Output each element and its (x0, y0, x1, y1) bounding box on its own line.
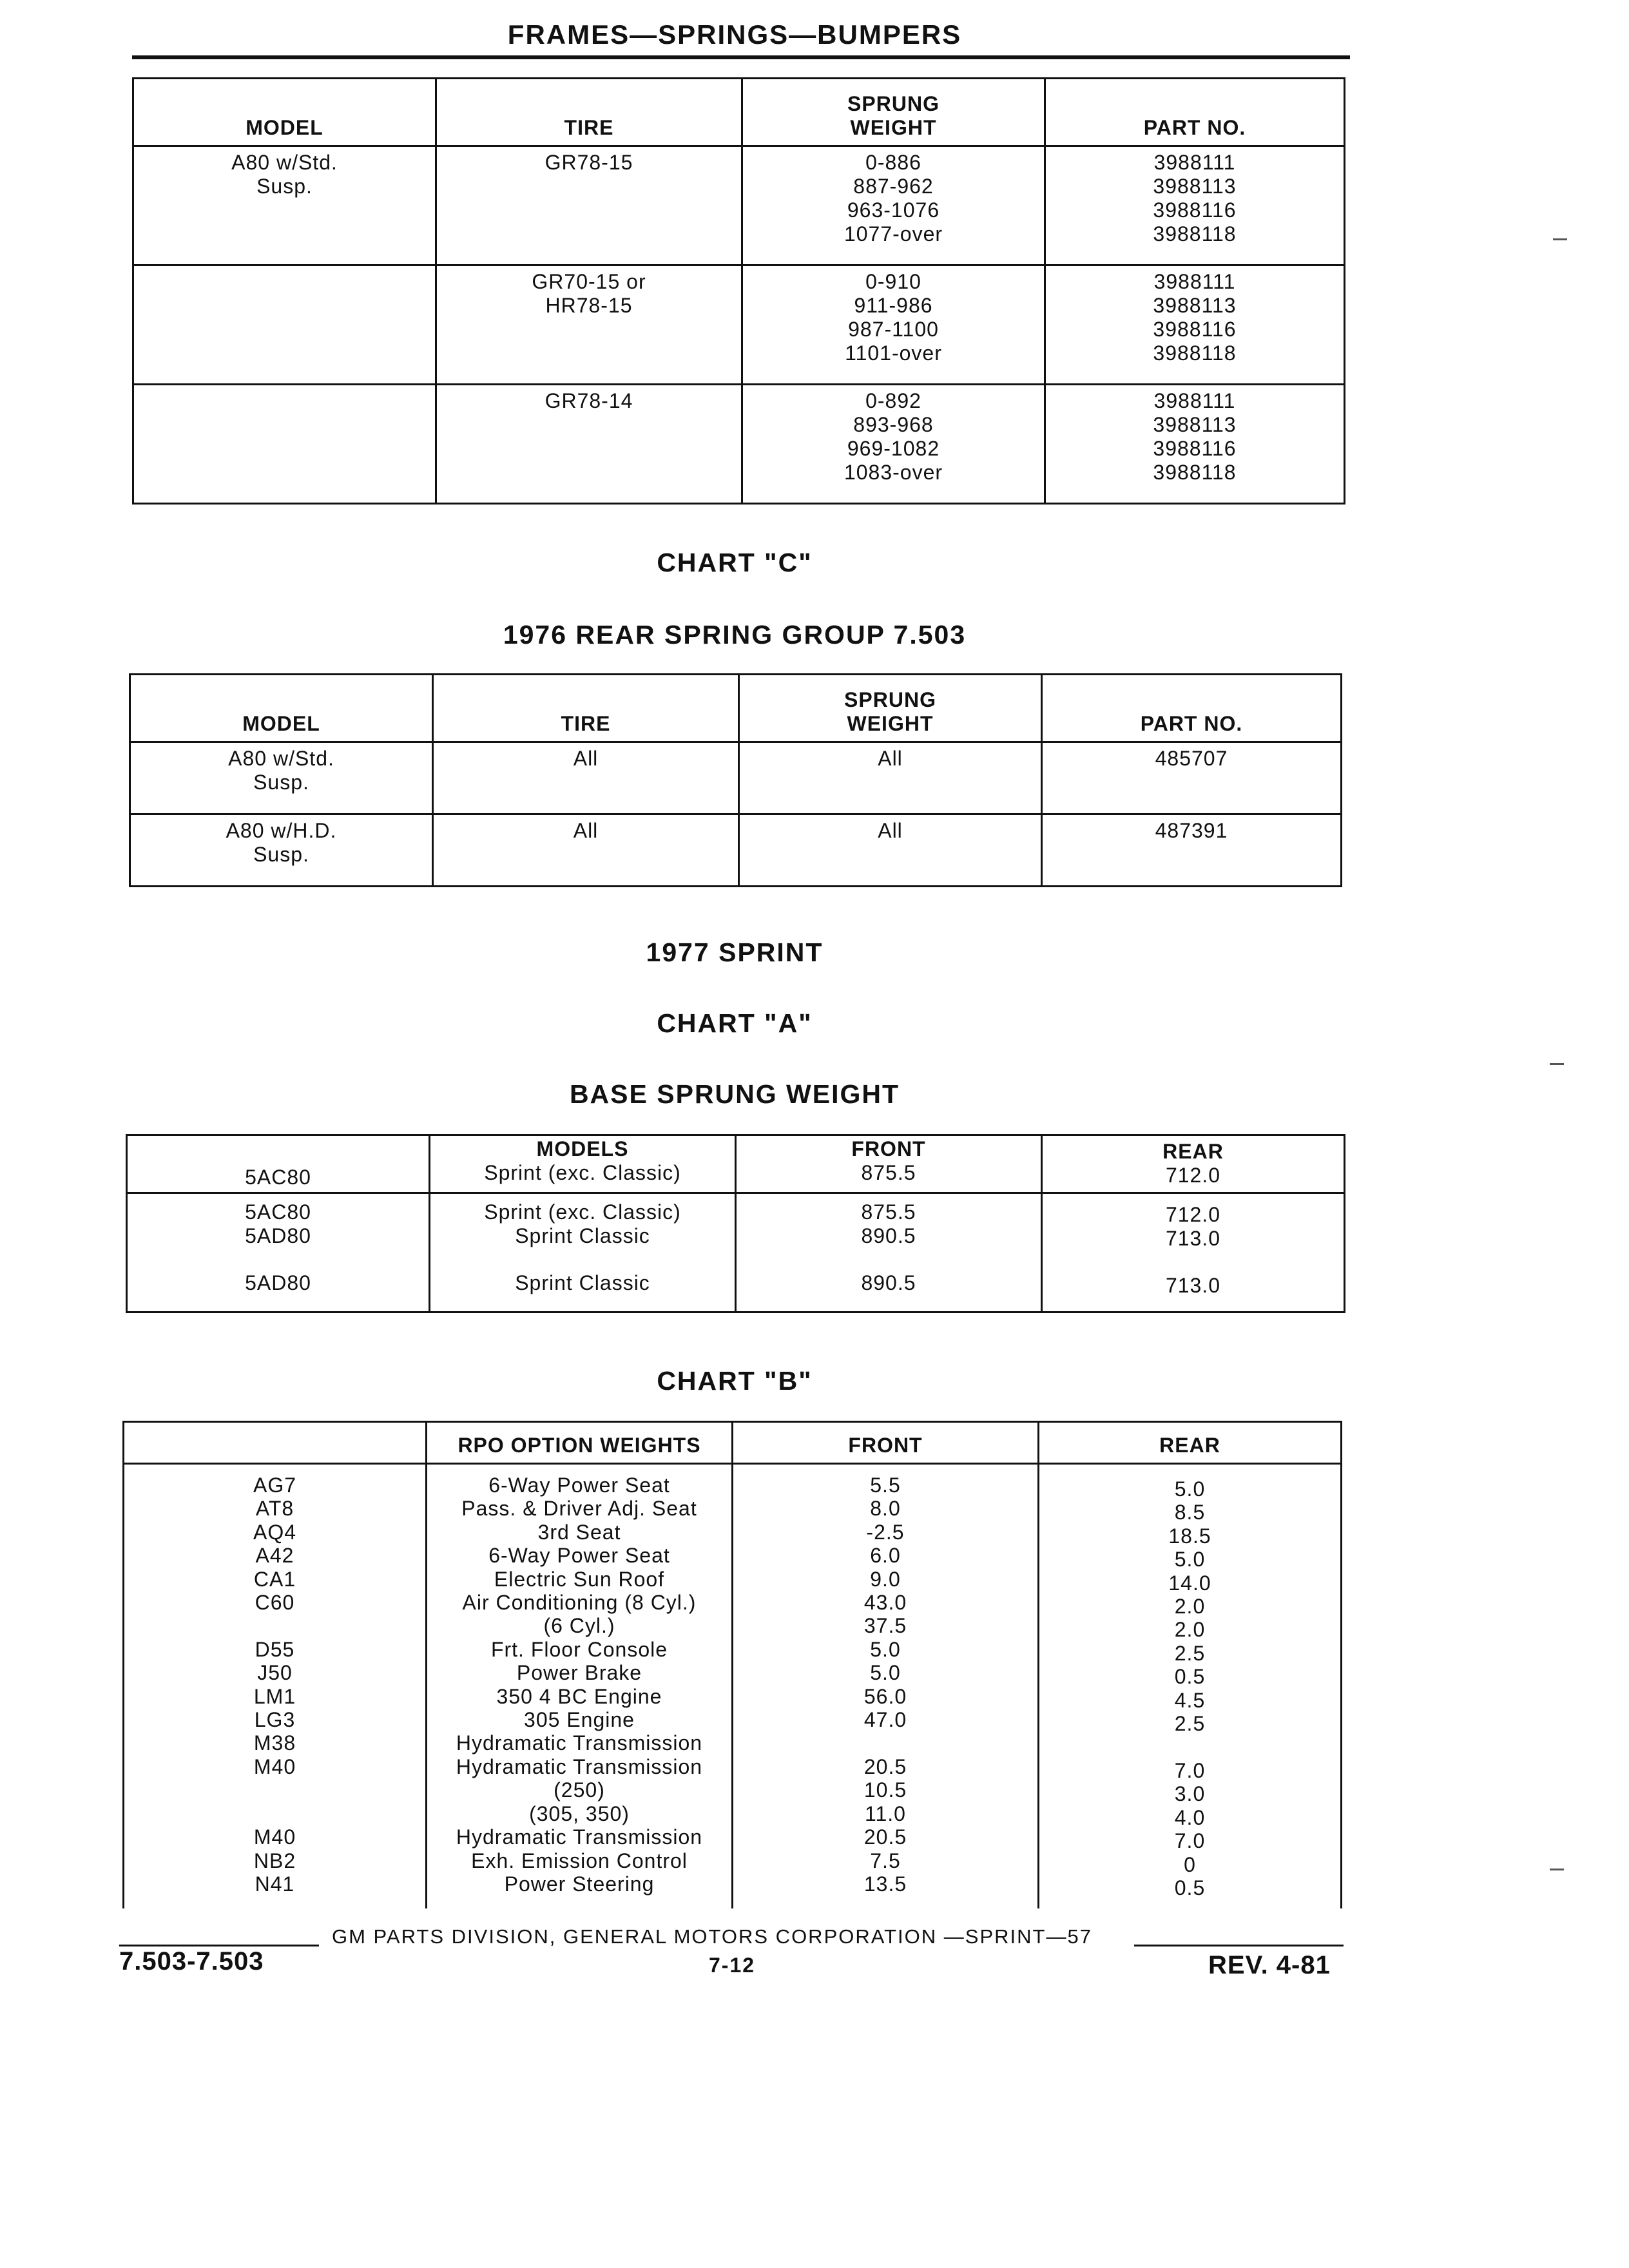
header-model: MODEL (130, 675, 433, 742)
footer-revision: REV. 4-81 (1208, 1951, 1331, 1979)
rpo-options-cell: 6-Way Power Seat Pass. & Driver Adj. Seat 3rd Seat 6-Way Power Seat Electric Sun Roof Air Conditioning (8 Cyl.) (6 Cyl.) Frt. Floor Console Power Brake 350 4 BC Engine 305 Engine Hydramatic Transmission Hydramatic Transmission (250) (305, 350) Hydramatic Transmission Exh. Emission Control Power Steering (427, 1464, 733, 1908)
part-cell: 485707 (1042, 742, 1342, 814)
title-rule (132, 55, 1350, 59)
tire-cell: GR70-15 or HR78-15 (436, 265, 742, 385)
front-spring-table (132, 77, 1345, 505)
header-front: FRONT (733, 1422, 1039, 1464)
header-part-no: PART NO. (1045, 79, 1345, 146)
header-part-no: PART NO. (1042, 675, 1342, 742)
tire-cell: GR78-15 (436, 146, 742, 265)
models-cell: Sprint Classic (430, 1267, 736, 1312)
rear-value: 712.0 (1165, 1164, 1221, 1187)
header-sprung-weight (739, 675, 1042, 742)
model-cell: A80 w/H.D. Susp. (130, 814, 433, 887)
table-header-row (130, 675, 1342, 742)
rear-cell: 713.0 (1042, 1267, 1345, 1312)
tire-cell: All (433, 742, 739, 814)
table-row (133, 146, 1345, 265)
chart-a-row (127, 1135, 1345, 1193)
table-row (130, 742, 1342, 814)
front-cell: 875.5 890.5 (736, 1193, 1042, 1267)
header-model: MODEL (133, 79, 436, 146)
margin-mark (1550, 1063, 1564, 1065)
header-rpo-option-weights: RPO OPTION WEIGHTS (427, 1422, 733, 1464)
chart-b-table (122, 1421, 1342, 1908)
weight-cell: All (739, 814, 1042, 887)
code-cell: 5AC80 (127, 1135, 430, 1193)
tire-cell: All (433, 814, 739, 887)
header-tire: TIRE (433, 675, 739, 742)
header-sprung: SPRUNG (844, 688, 936, 711)
model-cell: A80 w/Std. Susp. (133, 146, 436, 265)
rpo-rear-cell: 5.0 8.5 18.5 5.0 14.0 2.0 2.0 2.5 0.5 4.5 2.5 7.0 3.0 4.0 7.0 0 0.5 (1039, 1464, 1342, 1908)
chart-c-title: CHART "C" (657, 548, 813, 577)
chart-b-title: CHART "B" (657, 1366, 813, 1396)
front-cell (736, 1135, 1042, 1193)
header-rear: REAR (1039, 1422, 1342, 1464)
part-cell: 3988111 3988113 3988116 3988118 (1045, 385, 1345, 504)
chart-a-title: CHART "A" (657, 1008, 813, 1038)
weight-cell: All (739, 742, 1042, 814)
rpo-front-cell: 5.5 8.0 -2.5 6.0 9.0 43.0 37.5 5.0 5.0 56.0 47.0 20.5 10.5 11.0 20.5 7.5 13.5 (733, 1464, 1039, 1908)
tire-cell: GR78-14 (436, 385, 742, 504)
chart-a-subtitle: BASE SPRUNG WEIGHT (569, 1079, 900, 1109)
footer-corporation: GM PARTS DIVISION, GENERAL MOTORS CORPORATION —SPRINT—57 (332, 1925, 1092, 1948)
rpo-codes-cell: AG7 AT8 AQ4 A42 CA1 C60 D55 J50 LM1 LG3 M38 M40 M40 NB2 N41 (124, 1464, 427, 1908)
part-cell: 3988111 3988113 3988116 3988118 (1045, 146, 1345, 265)
table-row (130, 814, 1342, 887)
header-rear: REAR (1162, 1140, 1224, 1163)
rear-cell (1042, 1135, 1345, 1193)
footer-page-number: 7-12 (709, 1954, 756, 1977)
chart-a-table (126, 1134, 1345, 1313)
footer-rule-right (1134, 1945, 1344, 1946)
margin-mark (1553, 238, 1567, 240)
header-blank (124, 1422, 427, 1464)
sprint-1977-title: 1977 SPRINT (646, 937, 824, 967)
header-models: MODELS (536, 1137, 629, 1160)
chart-a-row (127, 1267, 1345, 1312)
chart-c-subtitle: 1976 REAR SPRING GROUP 7.503 (503, 620, 967, 649)
table-header-row (124, 1422, 1342, 1464)
header-front: FRONT (851, 1137, 926, 1160)
models-cell: Sprint (exc. Classic) Sprint Classic (430, 1193, 736, 1267)
rear-cell: 712.0 713.0 (1042, 1193, 1345, 1267)
front-value: 875.5 (861, 1161, 916, 1184)
front-cell: 890.5 (736, 1267, 1042, 1312)
model-value: Sprint (exc. Classic) (484, 1161, 681, 1184)
code-cell: 5AC80 5AD80 (127, 1193, 430, 1267)
weight-cell: 0-892 893-968 969-1082 1083-over (742, 385, 1045, 504)
table-row (133, 265, 1345, 385)
code-cell: 5AD80 (127, 1267, 430, 1312)
weight-cell: 0-910 911-986 987-1100 1101-over (742, 265, 1045, 385)
chart-a-row (127, 1193, 1345, 1267)
part-cell: 3988111 3988113 3988116 3988118 (1045, 265, 1345, 385)
footer-rule-left (119, 1945, 319, 1946)
table-header-row (133, 79, 1345, 146)
header-sprung-weight (742, 79, 1045, 146)
part-cell: 487391 (1042, 814, 1342, 887)
header-weight: WEIGHT (850, 116, 937, 139)
table-row (124, 1464, 1342, 1908)
footer-section-number: 7.503-7.503 (119, 1947, 264, 1975)
model-cell (133, 385, 436, 504)
model-cell (133, 265, 436, 385)
margin-mark (1550, 1869, 1564, 1870)
chart-c-table (129, 673, 1342, 887)
header-weight: WEIGHT (847, 712, 934, 735)
table-row (133, 385, 1345, 504)
page-title: FRAMES—SPRINGS—BUMPERS (507, 19, 962, 50)
header-tire: TIRE (436, 79, 742, 146)
model-cell: A80 w/Std. Susp. (130, 742, 433, 814)
header-sprung: SPRUNG (847, 92, 940, 115)
weight-cell: 0-886 887-962 963-1076 1077-over (742, 146, 1045, 265)
models-cell (430, 1135, 736, 1193)
